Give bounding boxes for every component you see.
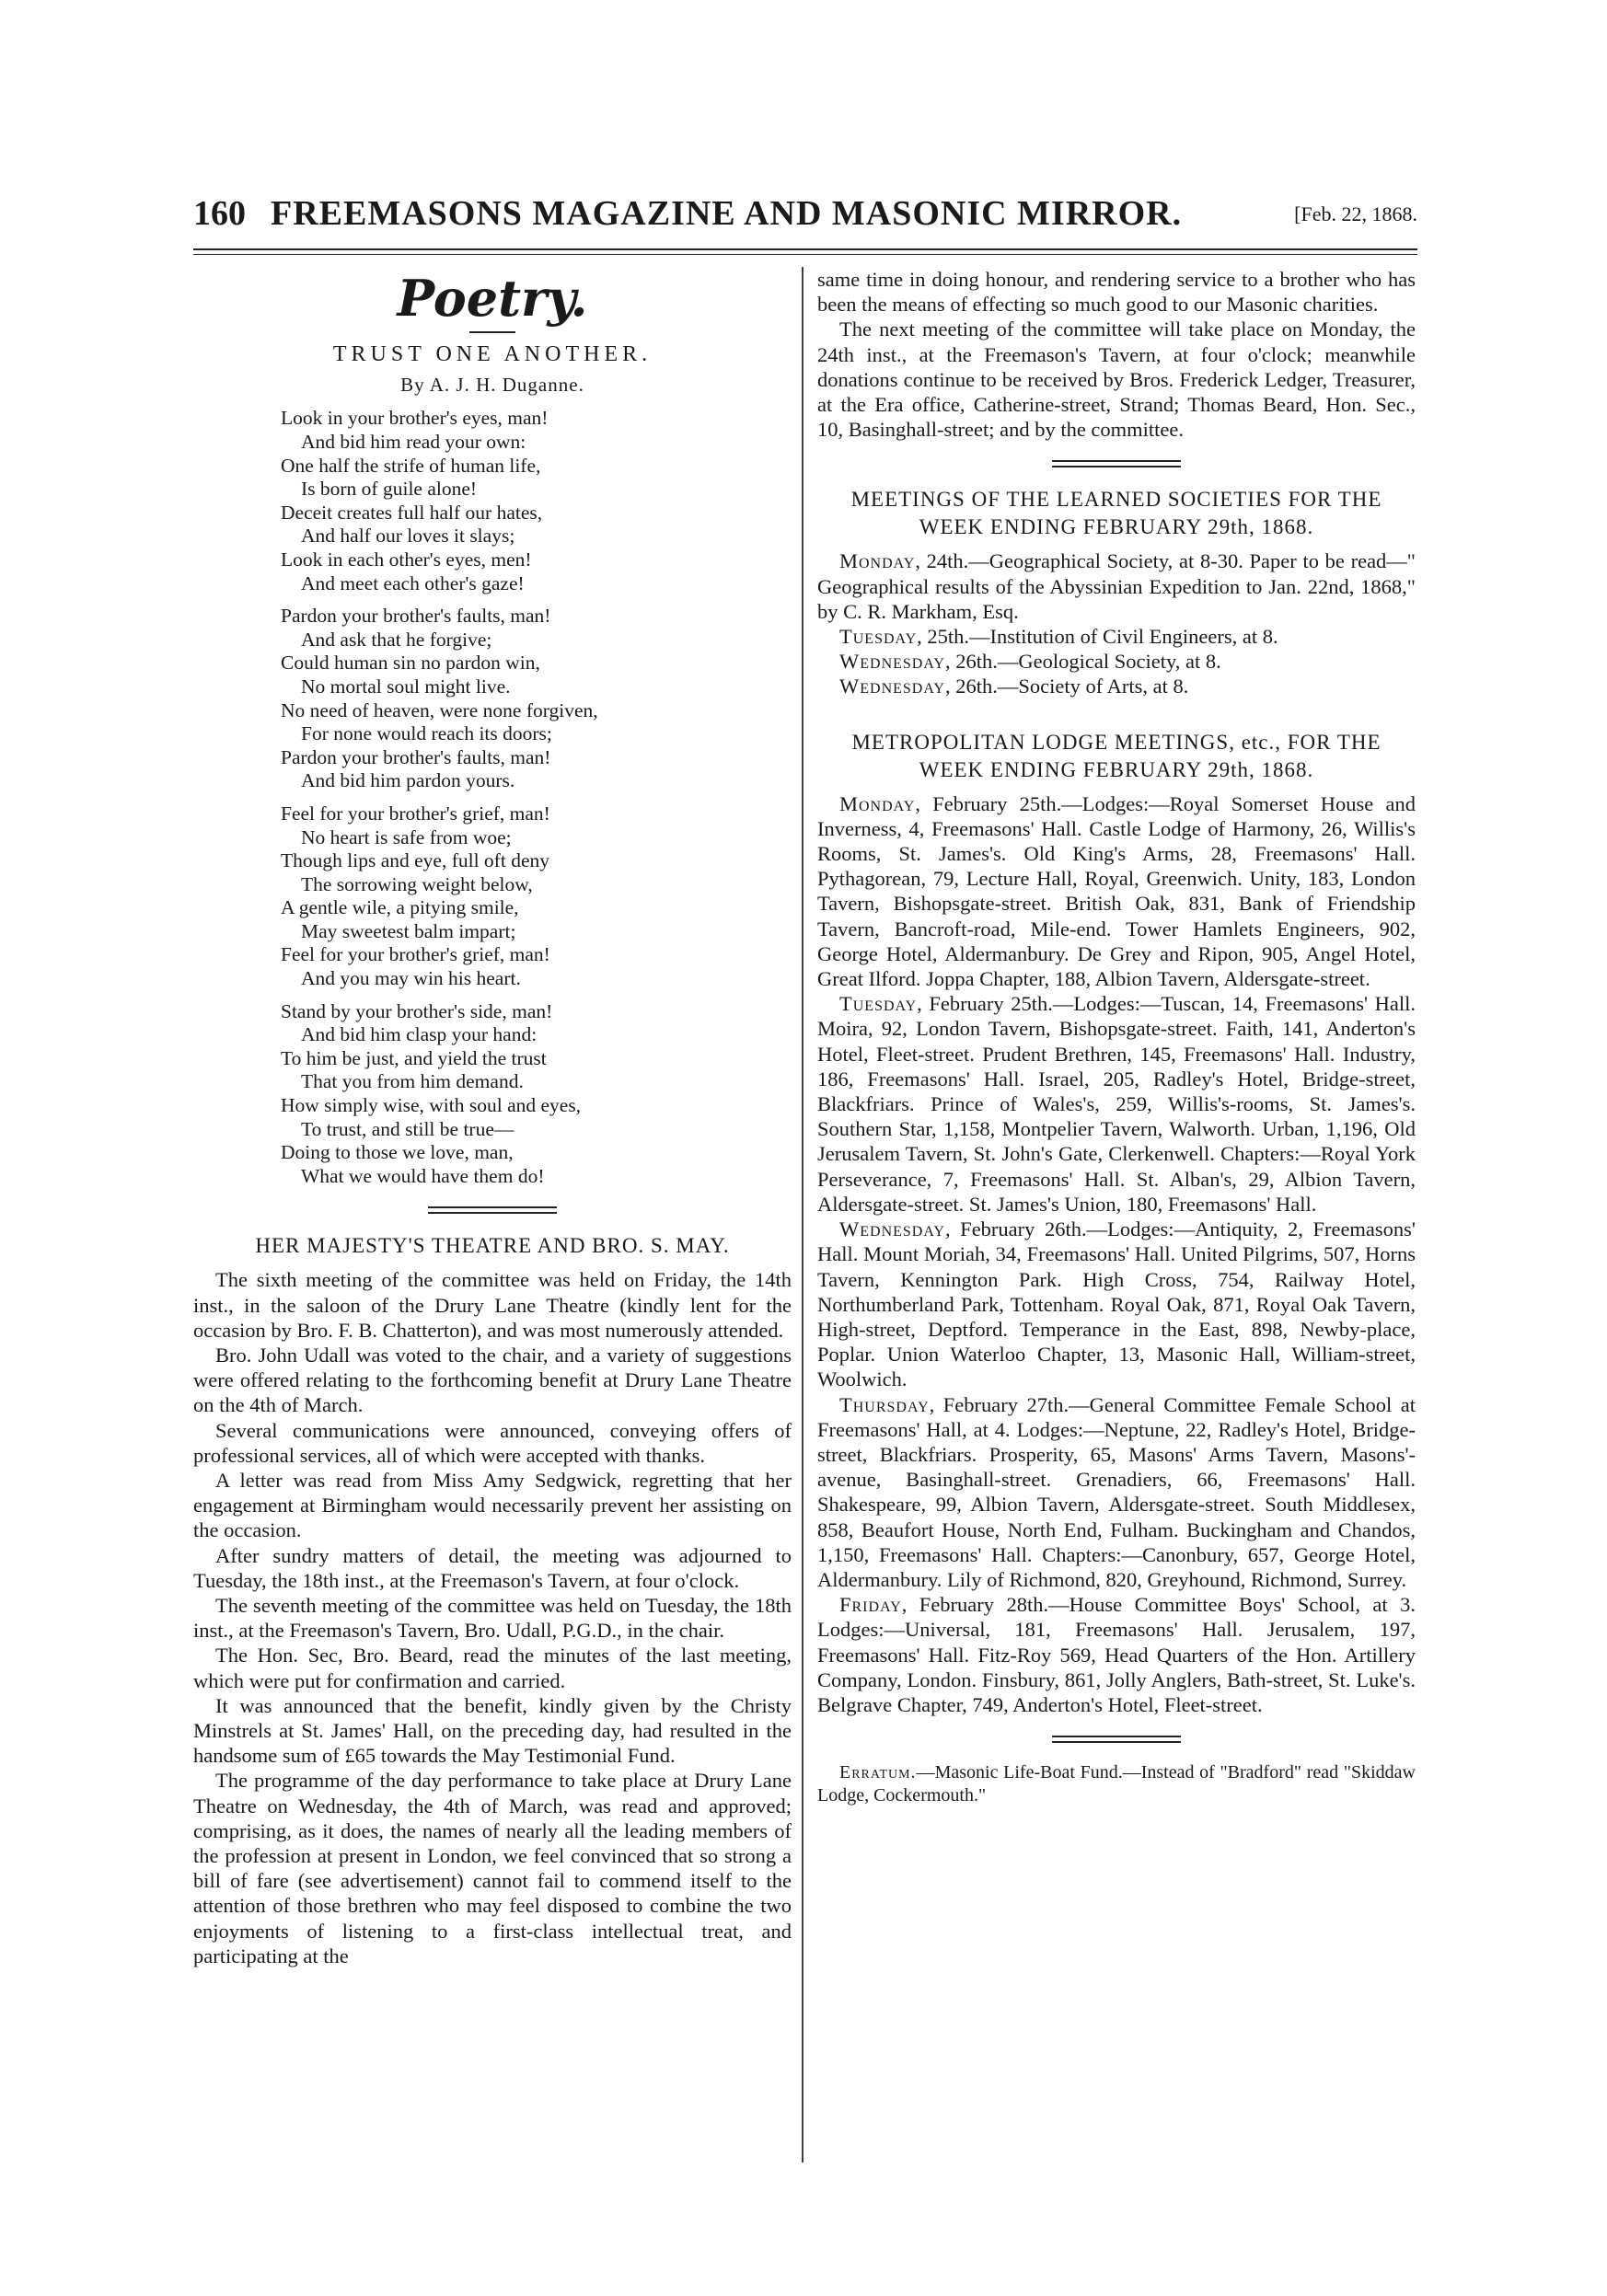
entry-text: , February 25th.—Lodges:—Royal Somerset House and Inverness, 4, Freemasons' Hall. Castle Lodge of Harmony, 26, Willis's Rooms, St. James's. Old King's Arms, 28, Freemasons' Hall. Pythagorean, 79, Lecture Hall, Royal, Greenwich. Unity, 183, London Tavern, Bishopsgate-street. British Oak, 831, Bank of Friendship Tavern, Bancroft-road, Mile-end. Tower Hamlets Engineers, 902, George Hotel, Aldermanbury. De Grey and Ripon, 905, Angel Hotel, Great Ilford. Joppa Chapter, 188, Albion Tavern, Aldersgate-street. xyxy=(817,791,1416,991)
article-paragraph: The next meeting of the committee will take place on Monday, the 24th inst., at the Freemason's Tavern, at four o'clock; meanwhile donations continue to be received by Bros. Frederick Ledger, Treasurer, at the Era office, Catherine-street, Strand; Thomas Beard, Hon. Sec., 10, Basinghall-street; and by the committee. xyxy=(817,317,1416,442)
lodge-entry xyxy=(817,1217,1416,1391)
day-label: Monday xyxy=(839,791,916,815)
poetry-section-title: Poetry. xyxy=(397,269,588,328)
article-paragraph: The sixth meeting of the committee was held on Friday, the 14th inst., in the saloon of the Drury Lane Theatre (kindly lent for the occasion by Bro. F. B. Chatterton), and was most numerously attended. xyxy=(193,1268,792,1342)
column-divider xyxy=(802,267,804,2163)
entry-text: , February 27th.—General Committee Female School at Freemasons' Hall, at 4. Lodges:—Neptune, 22, Radley's Hotel, Bridge-street, Blackfriars. Prosperity, 65, Masons' Arms Tavern, Masons'-avenue, Basinghall-street. Grenadiers, 66, Freemasons' Hall. Shakespeare, 99, Albion Tavern, Aldersgate-street. South Middlesex, 858, Beaufort House, North End, Fulham. Buckingham and Chandos, 1,150, Freemasons' Hall. Chapters:—Canonbury, 657, George Hotel, Aldermanbury. Lily of Richmond, 820, Greyhound, Richmond, Surrey. xyxy=(817,1392,1416,1591)
lodge-meetings-heading: METROPOLITAN LODGE MEETINGS, etc., FOR THE WEEK ENDING FEBRUARY 29th, 1868. xyxy=(851,730,1382,781)
poem-stanza-4 xyxy=(281,1000,792,1189)
header-rule-bottom xyxy=(193,254,1417,255)
page-number: 160 xyxy=(193,194,246,233)
poem-line: Stand by your brother's side, man! xyxy=(281,999,553,1022)
section-separator xyxy=(428,1206,557,1214)
article-paragraph: The seventh meeting of the committee was held on Tuesday, the 18th inst., at the Freemason's Tavern, Bro. Udall, P.G.D., in the chair. xyxy=(193,1594,792,1643)
entry-text: , 26th.—Geological Society, at 8. xyxy=(945,650,1221,674)
poem-line: Feel for your brother's grief, man! xyxy=(281,943,550,966)
poem-line: Pardon your brother's faults, man! xyxy=(281,605,551,628)
article-continuation: same time in doing honour, and rendering service to a brother who has been the means of effecting so much good to our Masonic charities. xyxy=(817,268,1416,317)
section-separator xyxy=(1052,460,1181,467)
day-label: Tuesday xyxy=(839,625,918,649)
day-label: Wednesday xyxy=(839,1217,945,1241)
day-label: Friday xyxy=(839,1593,902,1617)
lodge-entry xyxy=(817,991,1416,1217)
poem-line: For none would reach its doors; xyxy=(301,722,552,745)
erratum-label: Erratum. xyxy=(839,1762,917,1783)
issue-date: [Feb. 22, 1868. xyxy=(1294,202,1417,225)
poem-line: Doing to those we love, man, xyxy=(281,1141,514,1164)
learned-societies-heading: MEETINGS OF THE LEARNED SOCIETIES FOR THE WEEK ENDING FEBRUARY 29th, 1868. xyxy=(850,488,1382,539)
poem-byline: By A. J. H. Duganne. xyxy=(400,374,584,397)
entry-text: , 26th.—Society of Arts, at 8. xyxy=(945,675,1189,698)
article-paragraph: It was announced that the benefit, kindly given by the Christy Minstrels at St. James' Hall, on the preceding day, had resulted in the handsome sum of £65 towards the May Testimonial Fund. xyxy=(193,1693,792,1768)
meeting-entry xyxy=(817,649,1416,674)
poem-line: No need of heaven, were none forgiven, xyxy=(281,698,598,721)
meeting-entry xyxy=(817,624,1416,649)
poem-line: And bid him pardon yours. xyxy=(301,769,515,792)
day-label: Monday xyxy=(839,549,916,573)
lodge-entry xyxy=(817,1392,1416,1593)
right-column xyxy=(817,267,1416,1807)
poem-line: No mortal soul might live. xyxy=(301,675,511,698)
meeting-entry xyxy=(817,674,1416,698)
article-paragraph: After sundry matters of detail, the meeting was adjourned to Tuesday, the 18th inst., at the Freemason's Tavern, at four o'clock. xyxy=(193,1543,792,1592)
poem-title: TRUST ONE ANOTHER. xyxy=(332,342,653,366)
poem-stanza-3 xyxy=(281,802,792,991)
masthead-title: FREEMASONS MAGAZINE AND MASONIC MIRROR. xyxy=(271,194,1183,233)
poem-line: How simply wise, with soul and eyes, xyxy=(281,1094,582,1117)
entry-text: , February 26th.—Lodges:—Antiquity, 2, Freemasons' Hall. Mount Moriah, 34, Freemasons' Hall. United Pilgrims, 507, Horns Tavern, Kennington Park. High Cross, 754, Railway Hotel, Northumberland Park, Tottenham. Royal Oak, 871, Royal Oak Tavern, High-street, Deptford. Temperance in the East, 898, Newby-place, Poplar. Union Waterloo Chapter, 13, Masonic Hall, William-street, Woolwich. xyxy=(817,1217,1416,1391)
left-column xyxy=(193,267,792,1968)
day-label: Thursday xyxy=(839,1392,930,1416)
poem-line: And bid him clasp your hand: xyxy=(301,1023,538,1046)
article-paragraph: The Hon. Sec, Bro. Beard, read the minutes of the last meeting, which were put for confirmation and carried. xyxy=(193,1644,792,1692)
article-paragraph: Bro. John Udall was voted to the chair, and a variety of suggestions were offered relating to the forthcoming benefit at Drury Lane Theatre on the 4th of March. xyxy=(193,1344,792,1417)
entry-text: , February 25th.—Lodges:—Tuscan, 14, Freemasons' Hall. Moira, 92, London Tavern, Bishopsgate-street. Faith, 141, Anderton's Hotel, Fleet-street. Prudent Brethren, 145, Freemasons' Hall. Industry, 186, Freemasons' Hall. Israel, 205, Radley's Hotel, Bridge-street, Blackfriars. Prince of Wales's, 259, Willis's-rooms, St. James's. Southern Star, 1,158, Montpelier Tavern, Walworth. Urban, 1,196, Old Jerusalem Tavern, St. John's Gate, Clerkenwell. Chapters:—Royal York Perseverance, 7, Freemasons' Hall. St. Alban's, 29, Albion Tavern, Aldersgate-street. St. James's Union, 180, Freemasons' Hall. xyxy=(817,992,1416,1216)
poem-line: And you may win his heart. xyxy=(301,967,521,990)
poem-line: And meet each other's gaze! xyxy=(301,571,525,594)
article-paragraph: A letter was read from Miss Amy Sedgwick, regretting that her engagement at Birmingham would necessarily prevent her assisting on the occasion. xyxy=(193,1469,792,1542)
poem-line: And ask that he forgive; xyxy=(301,628,492,651)
poem-line: To him be just, and yield the trust xyxy=(281,1046,547,1069)
poem-line: The sorrowing weight below, xyxy=(301,872,533,895)
poem-line: Pardon your brother's faults, man! xyxy=(281,745,551,768)
poem-line: To trust, and still be true— xyxy=(301,1117,514,1140)
header-rule-top xyxy=(193,248,1417,250)
day-label: Wednesday xyxy=(839,650,945,674)
poem-line: Look in your brother's eyes, man! xyxy=(281,407,549,430)
lodge-entry xyxy=(817,791,1416,992)
meeting-entry xyxy=(817,548,1416,624)
section-separator xyxy=(1052,1736,1181,1743)
title-rule xyxy=(469,331,515,333)
poem-line: Could human sin no pardon win, xyxy=(281,652,540,675)
poem-line: And bid him read your own: xyxy=(301,431,526,453)
entry-text: , 24th.—Geographical Society, at 8-30. Paper to be read—" Geographical results of the Abyssinian Expedition to Jan. 22nd, 1868," by C. R. Markham, Esq. xyxy=(817,549,1416,623)
poem-stanza-2 xyxy=(281,605,792,793)
poem-line: Look in each other's eyes, men! xyxy=(281,548,532,571)
poem-line: One half the strife of human life, xyxy=(281,454,541,477)
article-paragraph: Several communications were announced, conveying offers of professional services, all of which were accepted with thanks. xyxy=(193,1418,792,1467)
erratum-note xyxy=(817,1761,1416,1807)
poem-line: And half our loves it slays; xyxy=(301,525,515,548)
poem-line: No heart is safe from woe; xyxy=(301,825,512,848)
erratum-text: —Masonic Life-Boat Fund.—Instead of "Bradford" read "Skiddaw Lodge, Cockermouth." xyxy=(817,1762,1416,1806)
poem-line: Is born of guile alone! xyxy=(301,478,478,501)
day-label: Tuesday xyxy=(839,992,918,1016)
lodge-entry xyxy=(817,1592,1416,1717)
poem-line: Feel for your brother's grief, man! xyxy=(281,802,550,825)
article-paragraph: The programme of the day performance to take place at Drury Lane Theatre on Wednesday, the 4th of March, was read and approved; comprising, as it does, the names of nearly all the leading members of the profession at present in London, we feel convinced that so strong a bill of fare (see advertisement) cannot fail to commend itself to the attention of those brethren who may feel disposed to combine the two enjoyments of listening to a first-class intellectual treat, and participating at the xyxy=(193,1769,792,1967)
poem-stanza-1 xyxy=(281,407,792,595)
poem-line: That you from him demand. xyxy=(301,1070,524,1093)
day-label: Wednesday xyxy=(839,675,945,698)
page-header xyxy=(193,193,1417,248)
poem-line: What we would have them do! xyxy=(301,1164,545,1187)
poem-line: May sweetest balm impart; xyxy=(301,919,516,942)
entry-text: , 25th.—Institution of Civil Engineers, at 8. xyxy=(917,625,1278,649)
poem-line: Deceit creates full half our hates, xyxy=(281,501,543,524)
poem-line: A gentle wile, a pitying smile, xyxy=(281,896,519,919)
theatre-heading: HER MAJESTY'S THEATRE AND BRO. S. MAY. xyxy=(255,1234,730,1258)
poem-line: Though lips and eye, full oft deny xyxy=(281,849,549,872)
entry-text: , February 28th.—House Committee Boys' School, at 3. Lodges:—Universal, 181, Freemasons' Hall. Jerusalem, 197, Freemasons' Hall. Fitz-Roy 569, Head Quarters of the Hon. Artillery Company, London. Finsbury, 861, Jolly Anglers, Bath-street, St. Luke's. Belgrave Chapter, 749, Anderton's Hotel, Fleet-street. xyxy=(817,1593,1416,1716)
